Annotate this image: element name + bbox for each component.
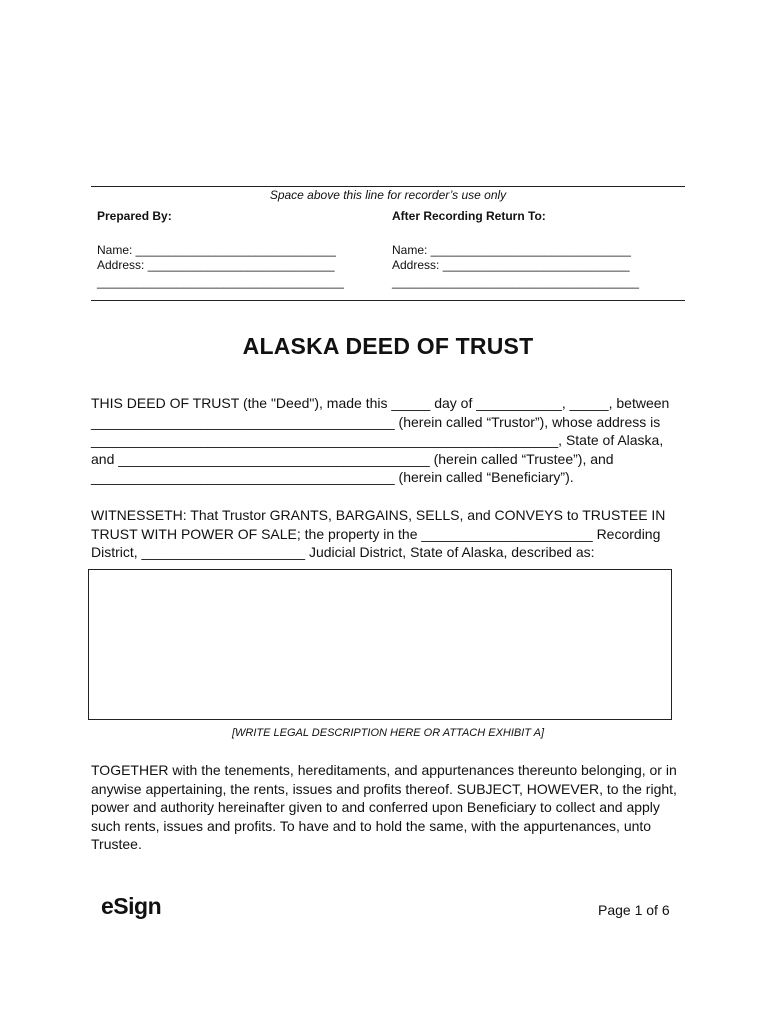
recorder-top-rule xyxy=(91,186,685,187)
legal-description-box[interactable] xyxy=(88,569,672,720)
together-line: power and authority hereinafter given to and conferred upon Beneficiary to collect and apply xyxy=(91,799,660,816)
witnesseth-line: District, _____________________ Judicial District, State of Alaska, described as: xyxy=(91,544,595,561)
prepared-by-heading: Prepared By: xyxy=(97,209,172,223)
return-to-name-field[interactable]: Name: ______________________________ xyxy=(392,243,631,257)
intro-line: ____________________________________________________________, State of Alaska, xyxy=(91,432,664,449)
prepared-by-name-field[interactable]: Name: ______________________________ xyxy=(97,243,336,257)
together-line: TOGETHER with the tenements, hereditaments, and appurtenances thereunto belonging, or in xyxy=(91,762,677,778)
recorder-note: Space above this line for recorder’s use only xyxy=(269,188,507,202)
prepared-by-address-line2[interactable]: _____________________________________ xyxy=(97,275,344,289)
document-title: ALASKA DEED OF TRUST xyxy=(242,333,534,359)
witnesseth-line: TRUST WITH POWER OF SALE; the property in the ______________________ Recording xyxy=(91,525,661,542)
return-to-address-line2[interactable]: _____________________________________ xyxy=(392,275,639,289)
intro-line: _______________________________________ (herein called “Trustor”), whose address is xyxy=(91,413,661,430)
intro-line: _______________________________________ (herein called “Beneficiary”). xyxy=(91,469,574,486)
together-line: anywise appertaining, the rents, issues and profits thereof. SUBJECT, HOWEVER, to the right, xyxy=(91,780,677,797)
recorder-bottom-rule xyxy=(91,300,685,301)
witnesseth-paragraph xyxy=(91,506,685,562)
prepared-by-address-field[interactable]: Address: ____________________________ xyxy=(97,258,335,272)
together-line: Trustee. xyxy=(91,836,142,853)
return-to-heading: After Recording Return To: xyxy=(392,209,546,223)
legal-description-caption: [WRITE LEGAL DESCRIPTION HERE OR ATTACH EXHIBIT A] xyxy=(231,727,545,739)
page-number: Page 1 of 6 xyxy=(598,902,670,918)
together-paragraph xyxy=(91,761,685,854)
witnesseth-line: WITNESSETH: That Trustor GRANTS, BARGAINS, SELLS, and CONVEYS to TRUSTEE IN xyxy=(91,507,666,523)
intro-paragraph xyxy=(91,394,685,487)
intro-line: THIS DEED OF TRUST (the "Deed"), made this _____ day of ___________, _____, between xyxy=(91,395,670,411)
intro-line: and ________________________________________ (herein called “Trustee”), and xyxy=(91,450,614,467)
together-line: such rents, issues and profits. To have and to hold the same, with the appurtenances, unto xyxy=(91,817,652,834)
return-to-address-field[interactable]: Address: ____________________________ xyxy=(392,258,630,272)
esign-logo: eSign xyxy=(101,893,162,919)
